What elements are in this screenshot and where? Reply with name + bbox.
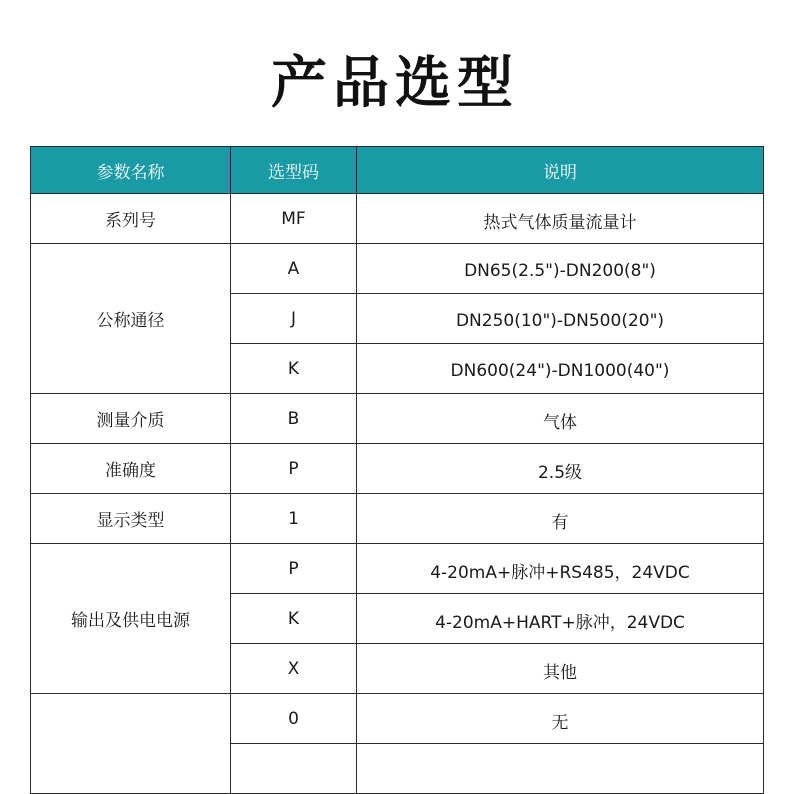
param-cell: 公称通径 bbox=[31, 244, 231, 394]
table-row bbox=[31, 694, 764, 744]
header-desc: 说明 bbox=[357, 147, 764, 194]
desc-cell bbox=[357, 744, 764, 794]
selection-table bbox=[30, 146, 764, 794]
desc-cell: 4-20mA+HART+脉冲，24VDC bbox=[357, 594, 764, 644]
header-param: 参数名称 bbox=[31, 147, 231, 194]
desc-cell: 其他 bbox=[357, 644, 764, 694]
code-cell: J bbox=[231, 294, 357, 344]
desc-cell: 无 bbox=[357, 694, 764, 744]
desc-cell: 4-20mA+脉冲+RS485，24VDC bbox=[357, 544, 764, 594]
code-cell: 0 bbox=[231, 694, 357, 744]
header-code: 选型码 bbox=[231, 147, 357, 194]
table-row bbox=[31, 244, 764, 294]
code-cell: P bbox=[231, 444, 357, 494]
desc-cell: 2.5级 bbox=[357, 444, 764, 494]
table-row bbox=[31, 194, 764, 244]
desc-cell: DN65(2.5")-DN200(8") bbox=[357, 244, 764, 294]
param-cell: 系列号 bbox=[31, 194, 231, 244]
table-row bbox=[31, 444, 764, 494]
table-row bbox=[31, 494, 764, 544]
code-cell bbox=[231, 744, 357, 794]
desc-cell: DN250(10")-DN500(20") bbox=[357, 294, 764, 344]
code-cell: A bbox=[231, 244, 357, 294]
table-row bbox=[31, 394, 764, 444]
param-cell: 测量介质 bbox=[31, 394, 231, 444]
code-cell: P bbox=[231, 544, 357, 594]
desc-cell: DN600(24")-DN1000(40") bbox=[357, 344, 764, 394]
param-cell: 准确度 bbox=[31, 444, 231, 494]
desc-cell: 有 bbox=[357, 494, 764, 544]
param-cell: 输出及供电电源 bbox=[31, 544, 231, 694]
code-cell: K bbox=[231, 344, 357, 394]
desc-cell: 气体 bbox=[357, 394, 764, 444]
code-cell: K bbox=[231, 594, 357, 644]
code-cell: MF bbox=[231, 194, 357, 244]
desc-cell: 热式气体质量流量计 bbox=[357, 194, 764, 244]
code-cell: X bbox=[231, 644, 357, 694]
param-cell bbox=[31, 694, 231, 794]
table-row bbox=[31, 544, 764, 594]
page-title: 产品选型 bbox=[271, 51, 519, 116]
table-header-row bbox=[31, 147, 764, 194]
code-cell: 1 bbox=[231, 494, 357, 544]
param-cell: 显示类型 bbox=[31, 494, 231, 544]
code-cell: B bbox=[231, 394, 357, 444]
